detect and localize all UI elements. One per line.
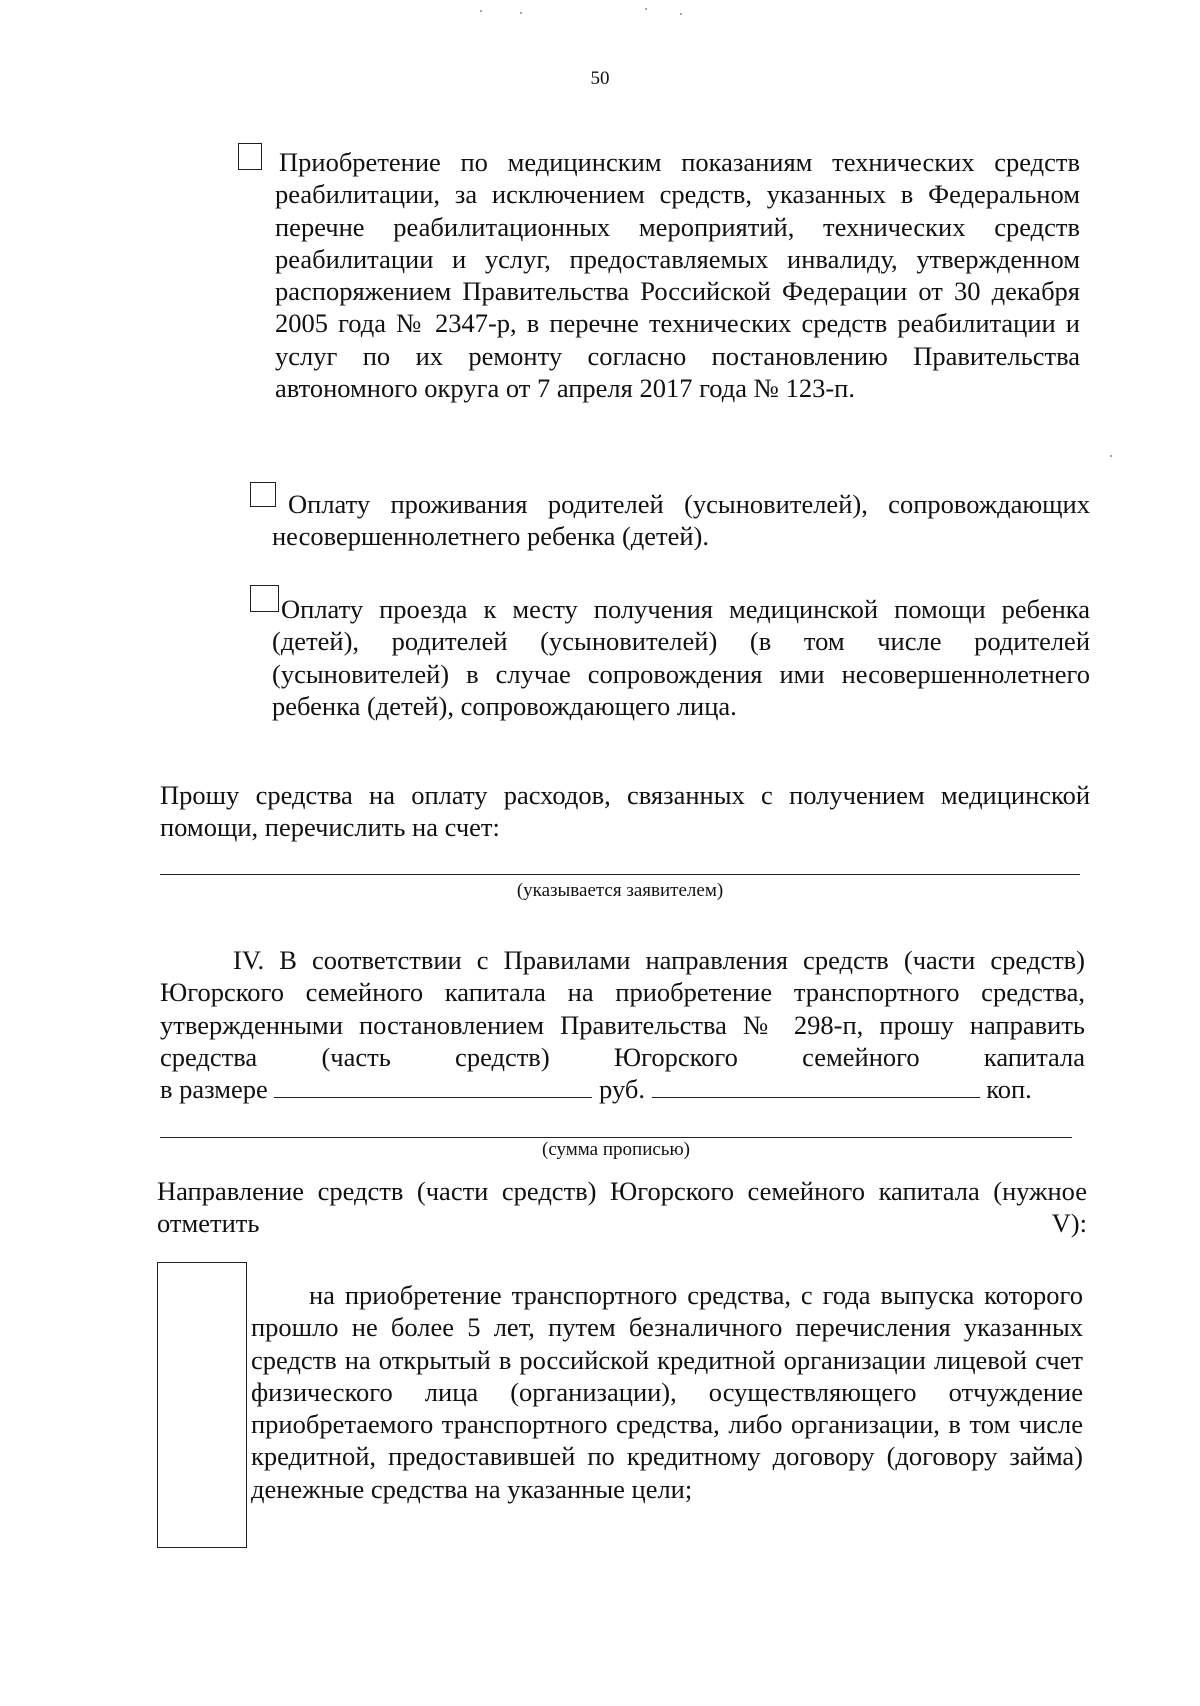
amount-prefix: в размере <box>160 1074 268 1104</box>
direction-option-vehicle-text: на приобретение транспортного средства, с года выпуска которого прошло не более 5 лет, путем безналичного перечисления указанных средств на открытый в российской кредитной организации лицевой счет физического лица (организации), осуществляющего отчуждение приобретаемого транспортного средства, либо организации, в том числе кредитной, предоставившей по кредитному договору (договору займа) денежные средства на указанные цели; <box>251 1280 1083 1504</box>
option-text-travel-payment: Оплату проезда к месту получения медицинской помощи ребенка (детей), родителей (усыновителей) (в том числе родителей (усыновителей) в случае сопровождения ими несовершеннолетнего ребенка (детей), сопровождающего лица. <box>272 594 1090 721</box>
scan-speck <box>680 13 682 15</box>
scan-speck <box>1110 455 1112 457</box>
section-iv-text: IV. В соответствии с Правилами направления средств (части средств) Югорского семейного капитала на приобретение транспортного средства, утвержденными постановлением Правительства № 298-п, прошу направить средства (часть средств) Югорского семейного капитала <box>160 945 1085 1072</box>
scan-speck <box>480 10 482 12</box>
account-request-text: Прошу средства на оплату расходов, связанных с получением медицинской помощи, перечислить на счет: <box>160 780 1090 843</box>
direction-checkbox-vehicle[interactable] <box>157 1262 247 1548</box>
page-number: 50 <box>590 68 610 89</box>
rub-label: руб. <box>599 1074 645 1104</box>
amount-rub-field[interactable] <box>274 1073 592 1098</box>
account-number-field-line[interactable] <box>160 874 1080 875</box>
direction-text: Направление средств (части средств) Югорского семейного капитала (нужное отметить V): <box>157 1176 1087 1239</box>
amount-words-caption: (сумма прописью) <box>542 1139 690 1160</box>
option-text-parents-accommodation: Оплату проживания родителей (усыновителей), сопровождающих несовершеннолетнего ребенка (детей). <box>272 489 1090 552</box>
amount-in-words-field-line[interactable] <box>160 1137 1072 1138</box>
account-caption: (указывается заявителем) <box>516 880 724 901</box>
kop-label: коп. <box>986 1074 1032 1104</box>
scan-speck <box>645 8 647 10</box>
option-checkbox-rehab-equipment[interactable] <box>238 143 262 170</box>
scan-speck <box>520 12 522 14</box>
amount-kop-field[interactable] <box>652 1073 980 1098</box>
amount-row <box>160 1073 1085 1105</box>
option-text-rehab-equipment: Приобретение по медицинским показаниям технических средств реабилитации, за исключением средств, указанных в Федеральном перечне реабилитационных мероприятий, технических средств реабилитации и услуг, предоставляемых инвалиду, утвержденном распоряжением Правительства Российской Федерации от 30 декабря 2005 года № 2347-р, в перечне технических средств реабилитации и услуг по их ремонту согласно постановлению Правительства автономного округа от 7 апреля 2017 года № 123-п. <box>275 147 1080 404</box>
